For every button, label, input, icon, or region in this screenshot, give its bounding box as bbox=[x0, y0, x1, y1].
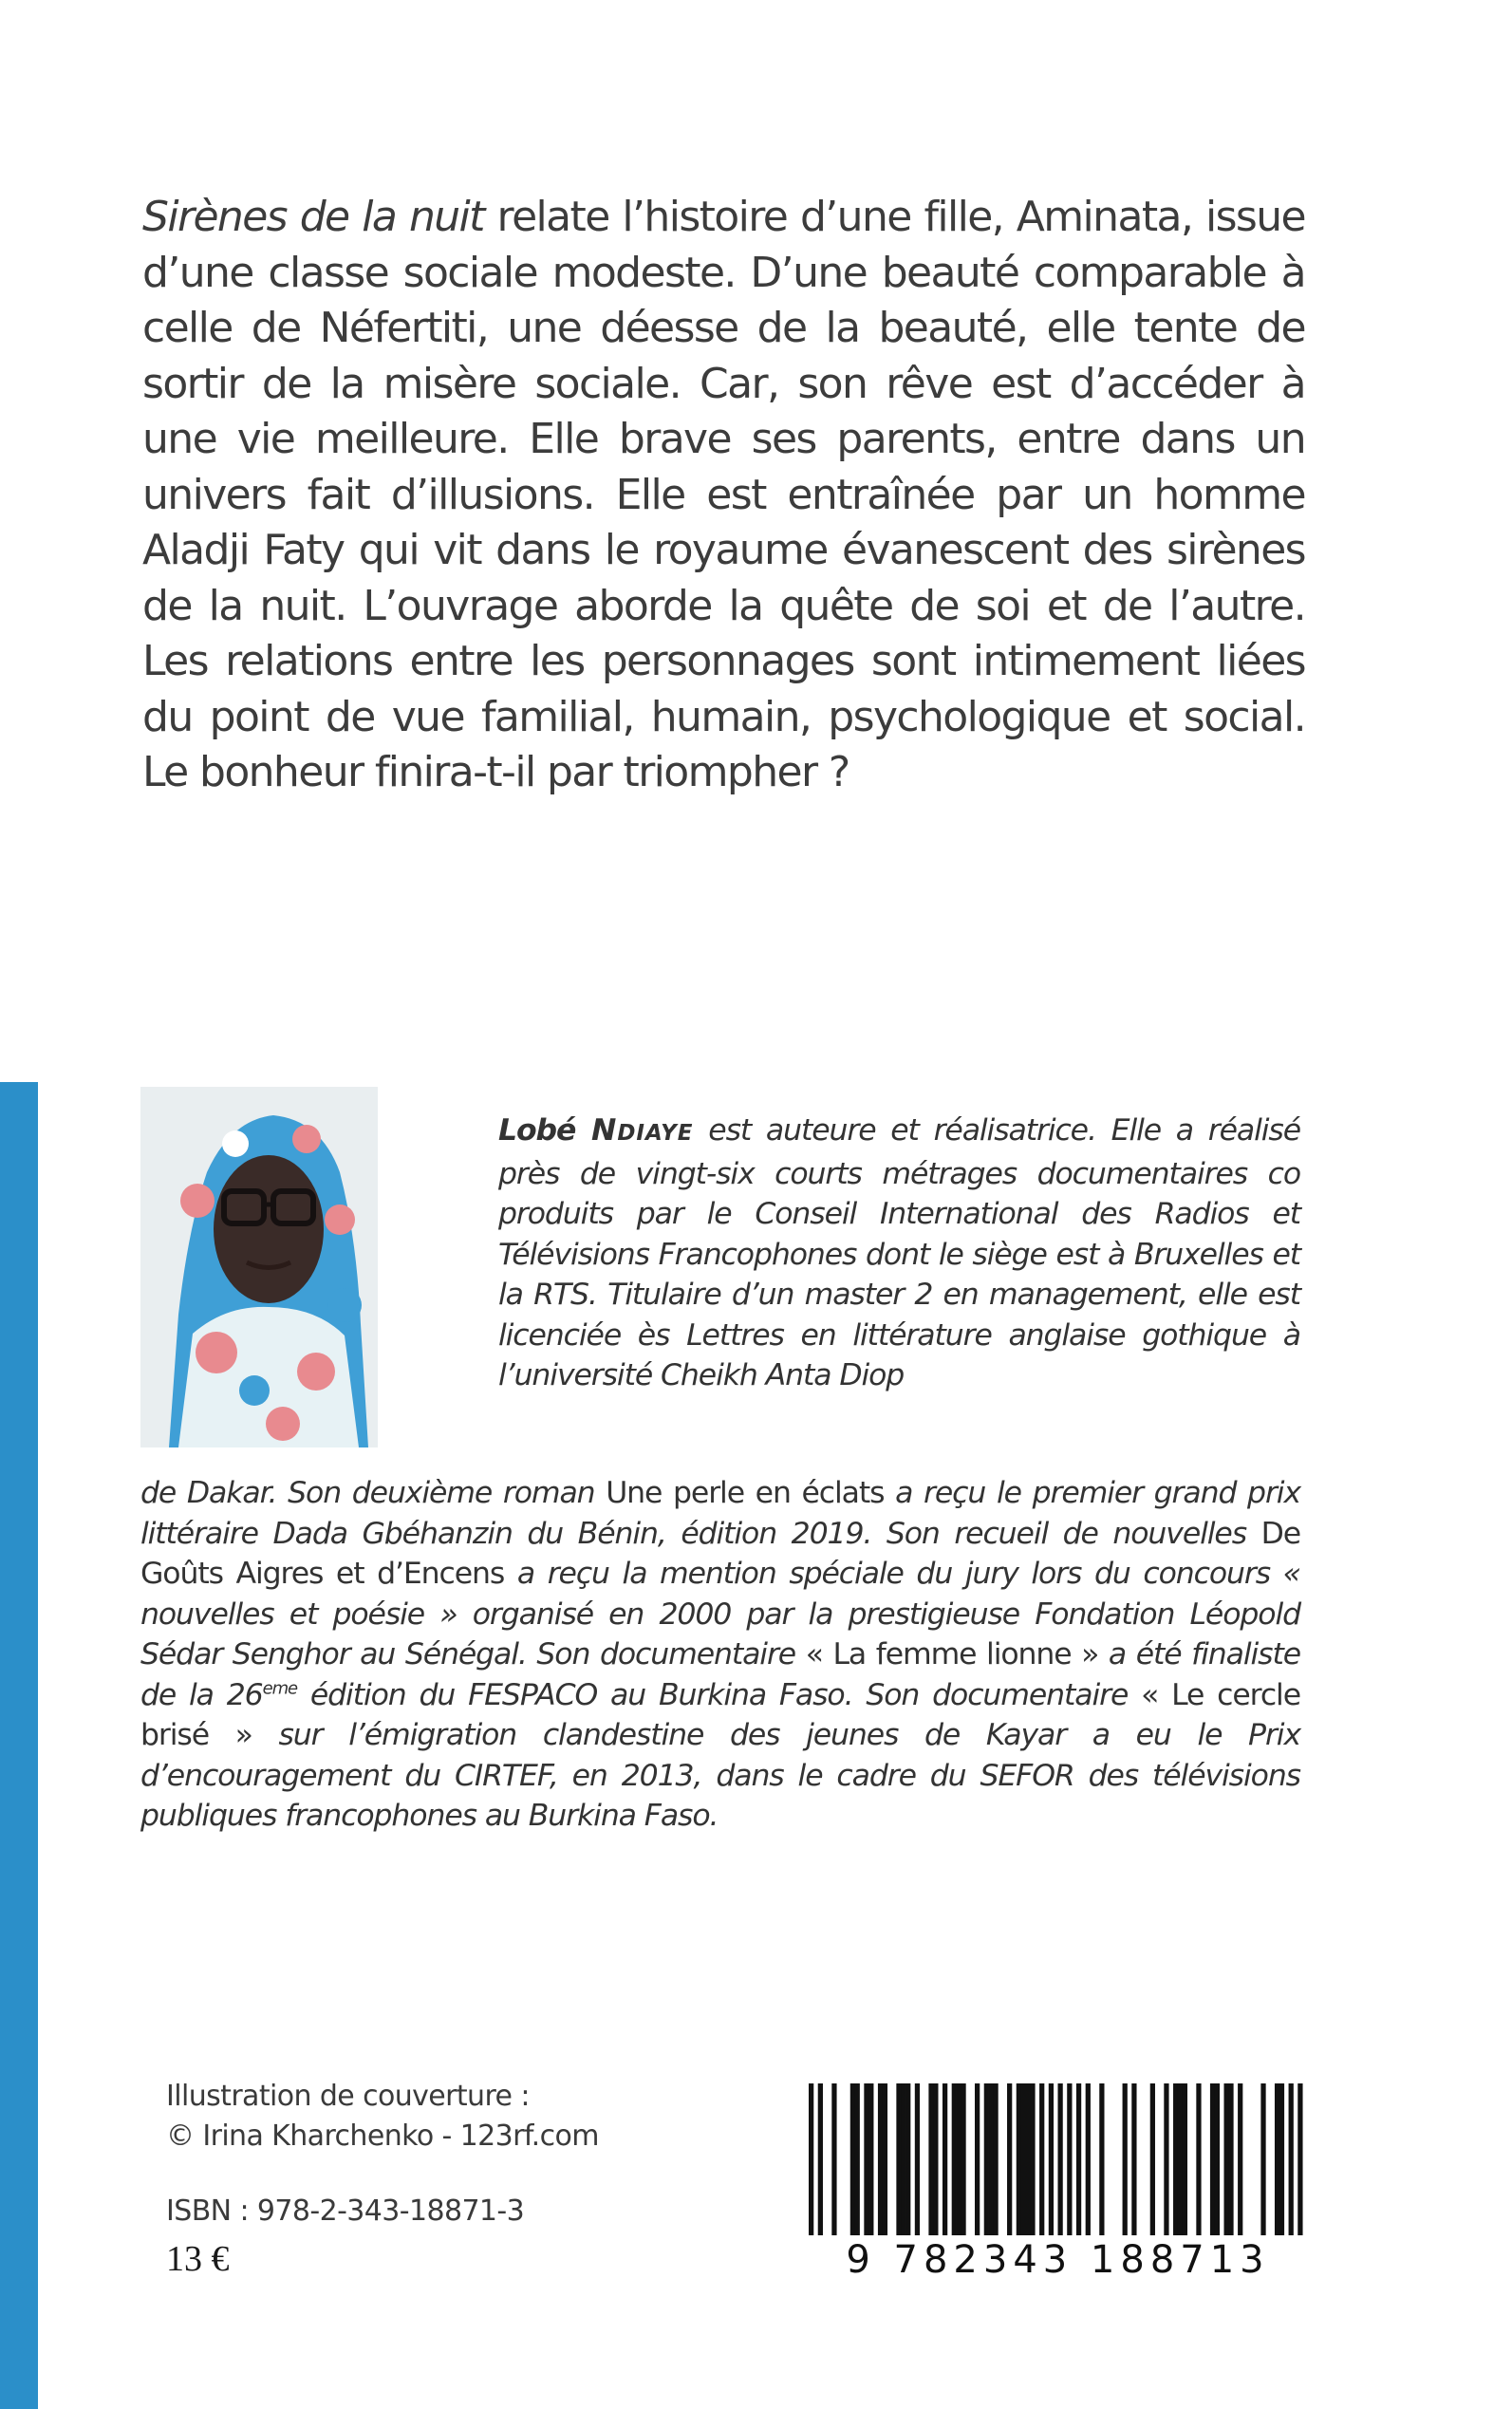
barcode-bar bbox=[928, 2083, 933, 2235]
barcode-bar bbox=[1210, 2083, 1215, 2235]
barcode-bar bbox=[952, 2083, 957, 2235]
barcode-bar bbox=[1178, 2083, 1183, 2235]
author-photo bbox=[140, 1087, 378, 1447]
barcode-bar bbox=[1030, 2083, 1035, 2235]
bio-text-7: sur l’émigration clandestine des jeunes de Kayar a eu le Prix d’encouragement du CIRTEF, en 2013, dans le cadre du SEFOR des télévisions publiques francophones au Burkina Faso. bbox=[140, 1718, 1300, 1833]
barcode-bar bbox=[915, 2083, 920, 2235]
barcode-bar bbox=[818, 2083, 823, 2235]
bio-text-3: a reçu le premier grand prix littéraire Dada Gbéhanzin du Bénin, édition 2019. Son recueil de nouvelles bbox=[140, 1476, 1300, 1551]
credits-line-1: Illustration de couverture : bbox=[166, 2080, 530, 2113]
barcode-bar bbox=[1238, 2083, 1242, 2235]
barcode-bar bbox=[975, 2083, 980, 2235]
barcode-bar bbox=[901, 2083, 905, 2235]
barcode-bar bbox=[1049, 2083, 1054, 2235]
barcode-bar bbox=[989, 2083, 994, 2235]
barcode-bar bbox=[1173, 2083, 1178, 2235]
barcode-bar bbox=[883, 2083, 887, 2235]
summary-text: relate l’histoire d’une fille, Aminata, issue d’une classe sociale modeste. D’une beauté comparable à celle de Néfertiti, une déesse de la beauté, elle tente de sortir de la misère sociale. Car, son rêve est d’accéder à une vie meilleure. Elle brave ses parents, entre dans un univers fait d’illusions. Elle est entraînée par un homme Aladji Faty qui vit dans le royaume évanescent des sirènes de la nuit. L’ouvrage aborde la quête de soi et de l’autre. Les relations entre les personnages sont intimement liées du point de vue familial, humain, psychologique et social. Le bonheur finira-t-il par triompher ? bbox=[142, 193, 1305, 796]
barcode-bar bbox=[864, 2083, 868, 2235]
barcode-bar bbox=[1228, 2083, 1233, 2235]
book-title-1: Une perle en éclats bbox=[606, 1476, 885, 1510]
barcode-bar bbox=[1297, 2083, 1302, 2235]
barcode-bar bbox=[1215, 2083, 1220, 2235]
barcode-bar bbox=[1224, 2083, 1229, 2235]
author-bio-top bbox=[498, 1111, 1300, 1396]
barcode-bar bbox=[905, 2083, 910, 2235]
barcode-bar bbox=[1007, 2083, 1012, 2235]
barcode-bar bbox=[1039, 2083, 1044, 2235]
barcode-bar bbox=[1099, 2083, 1104, 2235]
barcode-bar bbox=[1289, 2083, 1294, 2235]
price: 13 € bbox=[166, 2239, 230, 2279]
barcode-bar bbox=[868, 2083, 873, 2235]
barcode-bar bbox=[961, 2083, 965, 2235]
author-last-name: NDIAYE bbox=[590, 1113, 694, 1148]
bio-text-2: de Dakar. Son deuxième roman bbox=[140, 1476, 607, 1510]
credits-line-2: © Irina Kharchenko - 123rf.com bbox=[166, 2120, 599, 2153]
barcode-bar bbox=[933, 2083, 938, 2235]
blue-accent-bar bbox=[0, 1082, 38, 2409]
isbn-number: ISBN : 978-2-343-18871-3 bbox=[166, 2194, 525, 2228]
barcode-bar bbox=[850, 2083, 855, 2235]
barcode-bar bbox=[1196, 2083, 1201, 2235]
barcode-bar bbox=[1025, 2083, 1030, 2235]
barcode-bar bbox=[855, 2083, 860, 2235]
bio-text-6: édition du FESPACO au Burkina Faso. Son documentaire bbox=[297, 1677, 1142, 1712]
barcode-bar bbox=[1123, 2083, 1128, 2235]
barcode-bar bbox=[1279, 2083, 1284, 2235]
bio-text-4: a reçu la mention spéciale du jury lors du concours « nouvelles et poésie » organisé en 2000 par la prestigieuse Fondation Léopold Sédar Senghor au Sénégal. Son documentaire bbox=[140, 1557, 1301, 1671]
film-title-1: « La femme lionne » bbox=[805, 1637, 1099, 1671]
barcode-bar bbox=[1131, 2083, 1136, 2235]
barcode-bar bbox=[1164, 2083, 1168, 2235]
barcode-bar bbox=[957, 2083, 961, 2235]
barcode-bar bbox=[1086, 2083, 1091, 2235]
barcode-bar bbox=[809, 2083, 813, 2235]
book-title: Sirènes de la nuit bbox=[142, 193, 484, 241]
book-title-2: De Goûts Aigres et d’Encens bbox=[140, 1516, 1300, 1591]
barcode-bar bbox=[1058, 2083, 1063, 2235]
barcode-bar bbox=[878, 2083, 883, 2235]
barcode-bar bbox=[1150, 2083, 1155, 2235]
barcode-bar bbox=[943, 2083, 947, 2235]
back-cover-summary bbox=[142, 190, 1305, 801]
barcode-bar bbox=[1275, 2083, 1279, 2235]
ordinal-superscript: eme bbox=[262, 1678, 298, 1698]
barcode-bar bbox=[1076, 2083, 1081, 2235]
author-name bbox=[498, 1113, 694, 1148]
cover-credits bbox=[166, 2077, 641, 2157]
barcode-bar bbox=[984, 2083, 989, 2235]
barcode-bar bbox=[993, 2083, 998, 2235]
barcode-bar bbox=[831, 2083, 836, 2235]
barcode-bar bbox=[1067, 2083, 1072, 2235]
barcode-bar bbox=[1021, 2083, 1026, 2235]
barcode-bar bbox=[896, 2083, 901, 2235]
film-title-2: « Le cercle brisé » bbox=[140, 1677, 1300, 1752]
bio-text-1: est auteure et réalisatrice. Elle a réalisé près de vingt-six courts métrages documentaires co produits par le Conseil International des Radios et Télévisions Francophones dont le siège est à Bruxelles et la RTS. Titulaire d’un master 2 en management, elle est licenciée ès Lettres en littérature anglaise gothique à l’université Cheikh Anta Diop bbox=[498, 1113, 1300, 1392]
barcode-bar bbox=[1183, 2083, 1187, 2235]
author-portrait-image bbox=[140, 1087, 378, 1447]
author-first-name: Lobé bbox=[498, 1113, 576, 1148]
author-bio-bottom bbox=[140, 1473, 1300, 1837]
barcode-digits: 9 782343 188713 bbox=[809, 2238, 1307, 2282]
barcode-bar bbox=[1260, 2083, 1265, 2235]
barcode-bar bbox=[1017, 2083, 1021, 2235]
bio-text-5: a été finaliste de la 26 bbox=[140, 1637, 1300, 1712]
